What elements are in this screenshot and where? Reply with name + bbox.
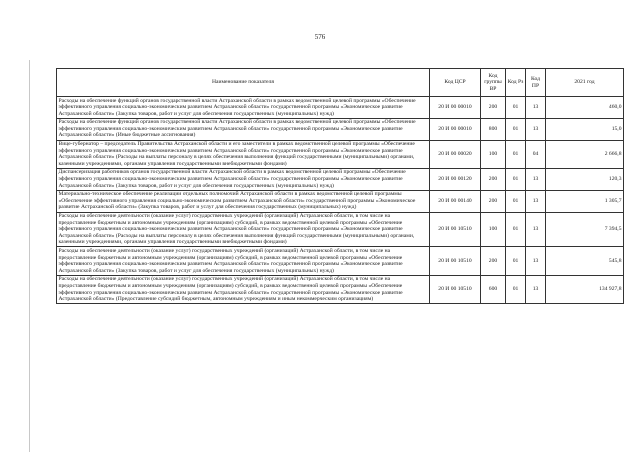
row-csr: 20 И 00 00140 <box>430 190 481 212</box>
row-rz: 01 <box>506 247 526 275</box>
row-csr: 20 И 00 10510 <box>430 247 481 275</box>
row-rz: 01 <box>506 212 526 247</box>
table-row <box>57 190 624 212</box>
header-pr: Код ПР <box>526 69 546 97</box>
header-rz: Код Рз <box>506 69 526 97</box>
left-margin-rule <box>29 60 30 452</box>
row-pr: 13 <box>526 97 546 119</box>
row-csr: 20 И 00 10510 <box>430 212 481 247</box>
row-rz: 01 <box>506 118 526 140</box>
table-row <box>57 247 624 275</box>
row-rz: 01 <box>506 190 526 212</box>
row-vr: 100 <box>481 212 506 247</box>
row-pr: 13 <box>526 168 546 190</box>
table-row <box>57 140 624 168</box>
row-rz: 01 <box>506 275 526 303</box>
row-vr: 200 <box>481 247 506 275</box>
row-pr: 13 <box>526 212 546 247</box>
row-amount: 120,3 <box>546 168 624 190</box>
header-name: Наименование показателя <box>57 69 430 97</box>
row-vr: 200 <box>481 97 506 119</box>
page-number: 576 <box>314 33 326 41</box>
row-pr: 13 <box>526 275 546 303</box>
header-vr: Код группы ВР <box>481 69 506 97</box>
row-csr: 20 И 00 00120 <box>430 168 481 190</box>
header-csr: Код ЦСР <box>430 69 481 97</box>
row-amount: 545,8 <box>546 247 624 275</box>
table-row <box>57 168 624 190</box>
row-name: Расходы на обеспечение деятельности (оказание услуг) государственных учреждений (организаций) Астраханской области, в том числе на предоставление бюджетным и автономным учреждениям (организациям) субсидий, в рамках ведомственной целевой программы «Обеспечение эффективного управления социально-экономическим развитием Астраханской области» государственной программы «Экономическое развитие Астраханской области» (Предоставление субсидий бюджетным, автономным учреждениям и иным некоммерческим организациям) <box>57 275 430 303</box>
row-csr: 20 И 00 10510 <box>430 275 481 303</box>
row-name: Расходы на обеспечение деятельности (оказание услуг) государственных учреждений (организаций) Астраханской области, в том числе на предоставление бюджетным и автономным учреждениям (организациям) субсидий, в рамках ведомственной целевой программы «Обеспечение эффективного управления социально-экономическим развитием Астраханской области» государственной программы «Экономическое развитие Астраханской области» (Закупка товаров, работ и услуг для обеспечения государственных (муниципальных) нужд) <box>57 247 430 275</box>
row-name: Расходы на обеспечение функций органов государственной власти Астраханской области в рамках ведомственной целевой программы «Обеспечение эффективного управления социально-экономическим развитием Астраханской области» государственной программы «Экономическое развитие Астраханской области» (Закупка товаров, работ и услуг для обеспечения государственных (муниципальных) нужд) <box>57 97 430 119</box>
row-vr: 100 <box>481 140 506 168</box>
row-vr: 200 <box>481 190 506 212</box>
row-name: Расходы на обеспечение функций органов государственной власти Астраханской области в рамках ведомственной целевой программы «Обеспечение эффективного управления социально-экономическим развитием Астраханской области» государственной программы «Экономическое развитие Астраханской области» (Иные бюджетные ассигнования) <box>57 118 430 140</box>
row-rz: 01 <box>506 97 526 119</box>
row-pr: 04 <box>526 140 546 168</box>
row-vr: 800 <box>481 118 506 140</box>
table-row <box>57 212 624 247</box>
row-amount: 15,0 <box>546 118 624 140</box>
table-row <box>57 97 624 119</box>
row-csr: 20 И 00 00020 <box>430 140 481 168</box>
row-vr: 600 <box>481 275 506 303</box>
row-name: Расходы на обеспечение деятельности (оказание услуг) государственных учреждений (организаций) Астраханской области, в том числе на предоставление бюджетным и автономным учреждениям (организациям) субсидий, в рамках ведомственной целевой программы «Обеспечение эффективного управления социально-экономическим развитием Астраханской области» государственной программы «Экономическое развитие Астраханской области» (Расходы на выплаты персоналу в целях обеспечения выполнения функций государственными (муниципальными) органами, казенными учреждениями, органами управления государственными внебюджетными фондами) <box>57 212 430 247</box>
row-amount: 1 305,7 <box>546 190 624 212</box>
row-name: Диспансеризация работников органов государственной власти Астраханской области в рамках ведомственной целевой программы «Обеспечение эффективного управления социально-экономическим развитием Астраханской области» государственной программы «Экономическое развитие Астраханской области» (Закупка товаров, работ и услуг для обеспечения государственных (муниципальных) нужд) <box>57 168 430 190</box>
row-amount: 7 394,5 <box>546 212 624 247</box>
table-header-row <box>57 69 624 97</box>
budget-table <box>56 68 624 304</box>
row-amount: 2 666,8 <box>546 140 624 168</box>
row-csr: 20 И 00 00010 <box>430 118 481 140</box>
row-name: Материально-техническое обеспечение реализации отдельных полномочий Астраханской области в рамках ведомственной целевой программы «Обеспечение эффективного управления социально-экономическим развитием Астраханской области» государственной программы «Экономическое развитие Астраханской области» (Закупка товаров, работ и услуг для обеспечения государственных (муниципальных) нужд) <box>57 190 430 212</box>
row-rz: 01 <box>506 168 526 190</box>
row-rz: 01 <box>506 140 526 168</box>
table-row <box>57 275 624 303</box>
table-row <box>57 118 624 140</box>
row-pr: 13 <box>526 190 546 212</box>
row-name: Вице-губернатор – председатель Правительства Астраханской области и его заместители в рамках ведомственной целевой программы «Обеспечение эффективного управления социально-экономическим развитием Астраханской области» государственной программы «Экономическое развитие Астраханской области» (Расходы на выплаты персоналу в целях обеспечения выполнения функций государственными (муниципальными) органами, казенными учреждениями, органами управления государственными внебюджетными фондами) <box>57 140 430 168</box>
row-pr: 13 <box>526 247 546 275</box>
row-amount: 460,0 <box>546 97 624 119</box>
row-pr: 13 <box>526 118 546 140</box>
row-csr: 20 И 00 00010 <box>430 97 481 119</box>
row-vr: 200 <box>481 168 506 190</box>
header-year: 2021 год <box>546 69 624 97</box>
row-amount: 134 927,8 <box>546 275 624 303</box>
